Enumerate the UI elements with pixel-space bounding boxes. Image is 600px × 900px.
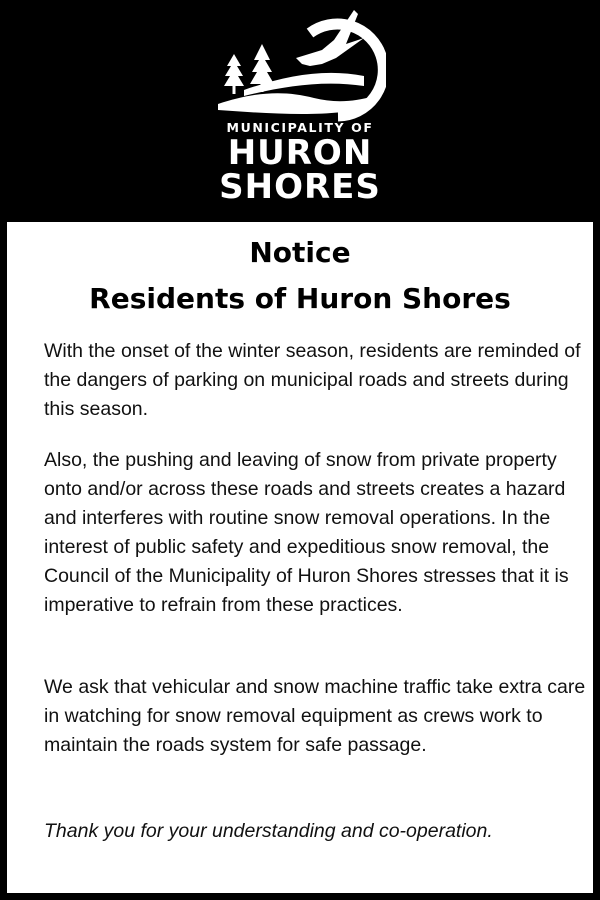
notice-panel [7, 222, 593, 893]
notice-closing: Thank you for your understanding and co-operation. [44, 820, 493, 842]
logo-subtitle: MUNICIPALITY OF [226, 120, 374, 135]
logo-name-line2: SHORES [219, 167, 381, 207]
notice-paragraph-3: We ask that vehicular and snow machine traffic take extra care in watching for snow removal equipment as crews work to maintain the roads system for safe passage. [44, 676, 586, 756]
notice-subtitle: Residents of Huron Shores [89, 282, 511, 315]
notice-paragraph-2: Also, the pushing and leaving of snow from private property onto and/or across these roads and streets creates a hazard and interferes with routine snow removal operations. In the interest of public safety and expeditious snow removal, the Council of the Municipality of Huron Shores stresses that it is imperative to refrain from these practices. [44, 449, 569, 616]
logo-name-line1: HURON [227, 133, 373, 173]
municipality-logo-icon [214, 6, 386, 124]
header-banner [0, 0, 600, 222]
notice-title: Notice [249, 236, 351, 269]
notice-paragraph-1: With the onset of the winter season, residents are reminded of the dangers of parking on municipal roads and streets during this season. [44, 340, 581, 420]
